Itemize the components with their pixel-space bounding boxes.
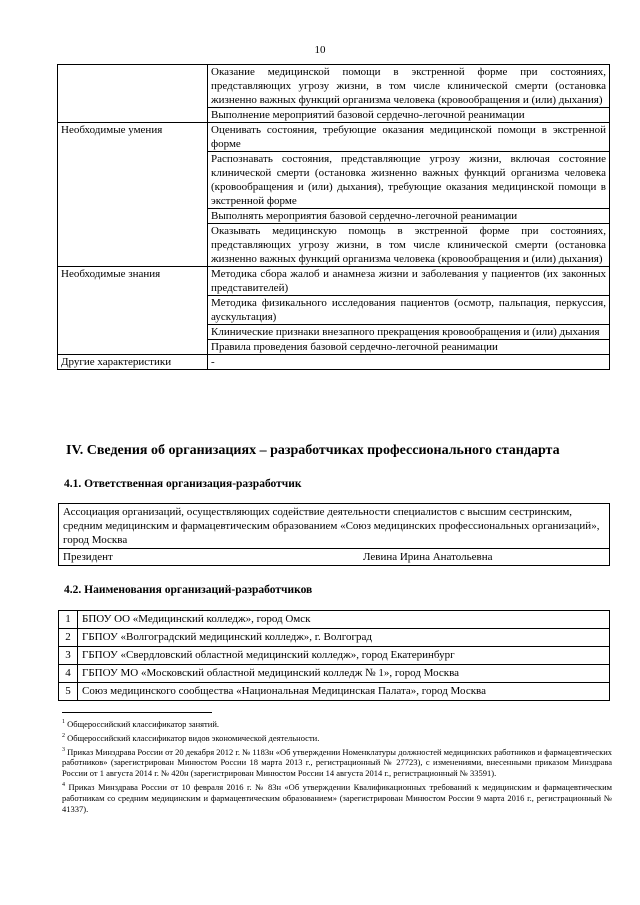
footnote xyxy=(62,717,612,730)
responsible-org-text: Ассоциация организаций, осуществляющих содействие деятельности специалистов с высшим сестринским, средним медицинским и фармацевтическим образованием «Союз медицинских профессиональных организаций», город Москва xyxy=(59,504,610,549)
table-row xyxy=(58,267,610,296)
president-label: Президент xyxy=(63,551,113,563)
org-name: Союз медицинского сообщества «Национальная Медицинская Палата», город Москва xyxy=(78,683,610,701)
table-row xyxy=(59,611,610,629)
footnote-mark: 3 xyxy=(62,746,65,753)
table-row xyxy=(59,629,610,647)
footnote-mark: 1 xyxy=(62,719,65,725)
footnotes xyxy=(62,717,612,816)
table-row xyxy=(59,647,610,665)
other-label: Другие характеристики xyxy=(58,355,208,370)
president-name: Левина Ирина Анатольевна xyxy=(363,551,493,563)
row-text: Оказание медицинской помощи в экстренной форме при состояниях, представляющих угрозу жизни, в том числе клинической смерти (остановка жизненно важных функций организма человека (кровообращения и (или) дыхания) xyxy=(208,65,610,108)
row-text: Оказывать медицинскую помощь в экстренной форме при состояниях, представляющих угрозу жизни, в том числе клинической смерти (остановка жизненно важных функций организма человека (кровообращения и (или) дыхания) xyxy=(208,224,610,267)
president-row xyxy=(59,549,610,566)
org-number: 2 xyxy=(59,629,78,647)
skills-label: Необходимые умения xyxy=(58,123,208,267)
org-number: 5 xyxy=(59,683,78,701)
knowledge-label: Необходимые знания xyxy=(58,267,208,355)
org-name: БПОУ ОО «Медицинский колледж», город Омск xyxy=(78,611,610,629)
section-heading: IV. Сведения об организациях – разработчиках профессионального стандарта xyxy=(66,443,560,458)
subsection-heading-developers: 4.2. Наименования организаций-разработчиков xyxy=(64,584,313,596)
table-row xyxy=(59,665,610,683)
org-number: 4 xyxy=(59,665,78,683)
table-row xyxy=(58,123,610,152)
org-name: ГБПОУ «Свердловский областной медицинский колледж», город Екатеринбург xyxy=(78,647,610,665)
subsection-heading-responsible: 4.1. Ответственная организация-разработчик xyxy=(64,478,302,490)
footnote xyxy=(62,780,612,815)
org-number: 3 xyxy=(59,647,78,665)
row-text: Оценивать состояния, требующие оказания медицинской помощи в экстренной форме xyxy=(208,123,610,152)
footnote-mark: 2 xyxy=(62,732,65,739)
footnote-text: Приказ Минздрава России от 10 февраля 2016 г. № 83н «Об утверждении Квалификационных требований к медицинским и фармацевтическим работникам со средним медицинским и фармацевтическим образованием» (зарегистрирован Минюстом России 9 марта 2016 г., регистрационный № 41337). xyxy=(62,782,613,815)
row-text: Методика физикального исследования пациентов (осмотр, пальпация, перкуссия, аускультация) xyxy=(208,296,610,325)
row-text: Методика сбора жалоб и анамнеза жизни и заболевания у пациентов (их законных представителей) xyxy=(208,267,610,296)
page-number: 10 xyxy=(314,44,326,56)
row-label xyxy=(58,65,208,123)
footnote-divider xyxy=(62,712,212,713)
table-row xyxy=(59,549,610,566)
row-text: Правила проведения базовой сердечно-легочной реанимации xyxy=(208,340,610,355)
row-text: - xyxy=(208,355,610,370)
developer-orgs-table xyxy=(58,610,610,701)
row-text: Выполнение мероприятий базовой сердечно-легочной реанимации xyxy=(208,108,610,123)
row-text: Выполнять мероприятия базовой сердечно-легочной реанимации xyxy=(208,209,610,224)
row-text: Клинические признаки внезапного прекращения кровообращения и (или) дыхания xyxy=(208,325,610,340)
table-row xyxy=(59,683,610,701)
footnote-text: Общероссийский классификатор видов экономической деятельности. xyxy=(67,732,320,743)
org-number: 1 xyxy=(59,611,78,629)
responsible-org-table xyxy=(58,503,610,566)
table-row xyxy=(58,65,610,108)
table-row xyxy=(59,504,610,549)
org-name: ГБПОУ «Волгоградский медицинский колледж», г. Волгоград xyxy=(78,629,610,647)
org-name: ГБПОУ МО «Московский областной медицинский колледж № 1», город Москва xyxy=(78,665,610,683)
footnote xyxy=(62,731,612,744)
footnote-mark: 4 xyxy=(62,782,65,789)
row-text: Распознавать состояния, представляющие угрозу жизни, включая состояние клинической смерти (остановка жизненно важных функций организма человека (кровообращения и (или) дыхания), требующие оказания медицинской помощи в экстренной форме xyxy=(208,152,610,209)
footnote-text: Приказ Минздрава России от 20 декабря 2012 г. № 1183н «Об утверждении Номенклатуры должностей медицинских работников и фармацевтических работников» (зарегистрирован Минюстом России 18 марта 2013 г., регистрационный № 27723), с изменениями, внесенными приказом Минздрава России от 1 августа 2014 г. № 420н (зарегистрирован Минюстом России 14 августа 2014 г., регистрационный № 33591). xyxy=(62,746,612,779)
competency-table xyxy=(57,64,610,370)
footnote-text: Общероссийский классификатор занятий. xyxy=(67,718,219,729)
footnote xyxy=(62,745,612,780)
table-row xyxy=(58,355,610,370)
